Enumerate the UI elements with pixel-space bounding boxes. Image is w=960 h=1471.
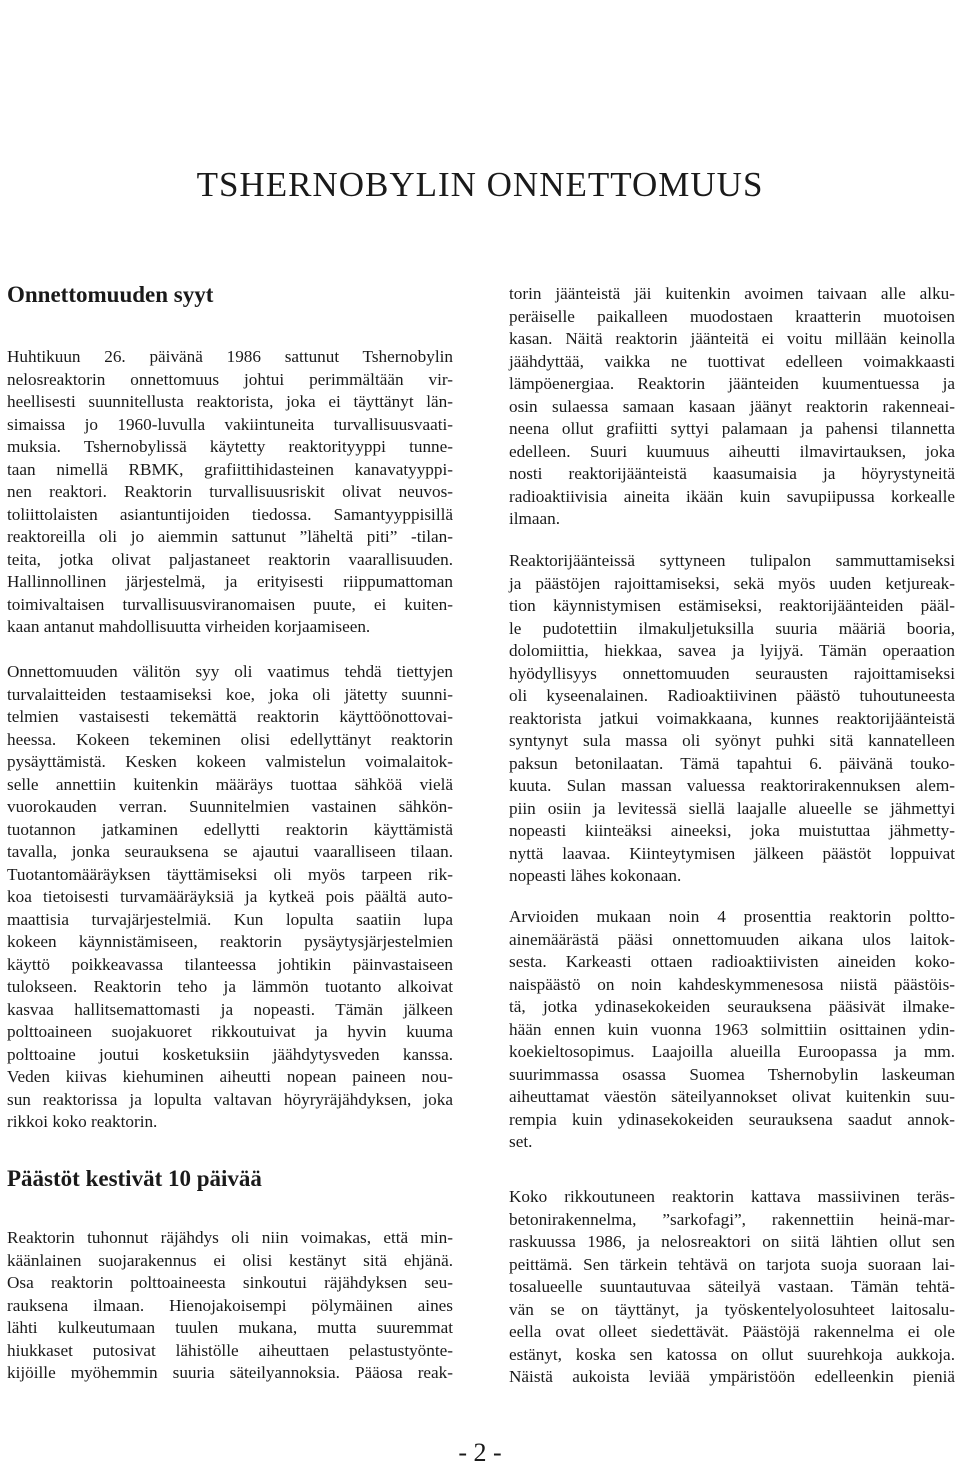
text-line: simaissa jo 1960-luvulla vakiintuneita turvallisuusvaati- xyxy=(7,414,453,434)
text-line: reaktoreilla oli jo aiemmin sattunut ”läheltä piti” -tilan- xyxy=(7,527,453,546)
section-heading: Päästöt kestivät 10 päivää xyxy=(7,1166,262,1191)
text-line: betonirakennelma, ”sarkofagi”, rakennettiin heinä-mar- xyxy=(509,1209,955,1229)
text-line: vän se on täyttänyt, ja työskentelyolosuhteet laitosalu- xyxy=(509,1299,955,1319)
text-line: neena ollut grafiitti syttyi palamaan ja pahensi tilannetta xyxy=(509,419,955,438)
text-line: kuuta. Sulan massan valuessa reaktorirakennuksen alem- xyxy=(509,776,955,795)
page-title: TSHERNOBYLIN ONNETTOMUUS xyxy=(196,165,764,204)
text-line: Tuotantomääräyksen täyttämiseksi oli myös tarpeen rik- xyxy=(7,864,453,884)
text-line: Reaktorin tuhonnut räjähdys oli niin voimakas, että min- xyxy=(7,1228,453,1247)
text-line: toimivaltaisen turvallisuusviranomaisen puute, ei kuiten- xyxy=(7,594,453,614)
paragraph xyxy=(509,1186,955,1389)
text-line: nosti reaktorijäänteistä kaasumaisia ja höyrystyneitä xyxy=(509,464,955,483)
text-line: kokeen käynnistämiseen, reaktorin pysäytysjärjestelmien xyxy=(7,932,453,951)
text-line: sun reaktorissa ja lopulta valtavan höyryräjähdyksen, joka xyxy=(7,1089,453,1109)
text-line: taan nimellä RBMK, grafiittihidasteinen kanavatyyppi- xyxy=(7,459,453,479)
text-line: hyödyllisyys onnettomuuden seurausten rajoittamiseksi xyxy=(509,663,955,683)
text-line: tä, jotka ydinasekokeiden seurauksena pääsivät ilmake- xyxy=(509,997,955,1016)
paragraph xyxy=(7,346,453,639)
text-line: naispäästö on noin kahdeskymmenesosa niistä päästöis- xyxy=(509,974,955,994)
paragraph xyxy=(509,283,955,531)
text-line: hiukkaset putosivat lähistölle aiheuttaen pelastustyönte- xyxy=(7,1340,453,1360)
text-line: ainemäärästä pääsi onnettomuuden aikana ulos laitok- xyxy=(509,929,955,949)
text-line: rauksena ilmaan. Hienojakoisempi pölymäinen aines xyxy=(7,1295,453,1315)
text-line: aiheuttamat väestön säteilyannokset olivat kuitenkin suu- xyxy=(509,1087,955,1106)
text-line: lämpöenergiaa. Reaktorin jäänteiden kuumentuessa ja xyxy=(509,374,955,393)
text-line: Arvioiden mukaan noin 4 prosenttia reaktorin poltto- xyxy=(509,907,955,926)
text-line: selle annettiin kuitenkin määräys tuottaa sähköä vielä xyxy=(7,774,453,794)
text-line: Hallinnollinen järjestelmä, ja erityisesti riippumattoman xyxy=(7,572,453,591)
text-line: reaktorista jatkui voimakkaana, kunnes reaktorijäänteistä xyxy=(509,708,955,728)
text-line: polttoaine joutui kosketuksiin jäähdytysveden kanssa. xyxy=(7,1044,453,1064)
text-line: peittämä. Sen tärkein tehtävä on tarjota suoja suoraan lai- xyxy=(509,1254,955,1274)
text-line: lähti kulkeutumaan tuulen mukana, mutta suuremmat xyxy=(7,1318,453,1337)
text-line: kijöille myöhemmin suuria säteilyannoksia. Pääosa reak- xyxy=(7,1363,453,1382)
text-line: kaan antanut mahdollisuutta virheiden korjaamiseen. xyxy=(7,617,371,636)
text-line: tion käynnistymisen estämiseksi, reaktorijäänteiden pääl- xyxy=(509,596,955,615)
text-line: nopeasti kiinteäksi aineeksi, joka muistuttaa jähmetty- xyxy=(509,821,955,840)
text-line: vuorokauden verran. Suunnitelmien vastainen sähkön- xyxy=(7,797,453,816)
text-line: rikkoi koko reaktorin. xyxy=(7,1112,158,1131)
text-line: hään ennen kuin vuonna 1963 solmittiin osittainen ydin- xyxy=(509,1019,955,1039)
text-line: Veden kiivas kiehuminen aiheutti nopean paineen nou- xyxy=(7,1067,453,1086)
text-line: pysäyttämistä. Kesken kokeen valmistelun voimalaitok- xyxy=(7,752,453,771)
paragraph xyxy=(509,550,955,888)
text-line: peräiselle paikalleen muodostaen kraatterin muotoisen xyxy=(509,306,955,326)
section-heading: Onnettomuuden syyt xyxy=(7,282,214,307)
text-line: radioaktiivisia aineita ikään kuin savupiipussa korkealle xyxy=(509,486,955,506)
text-line: nen reaktori. Reaktorin turvallisuusriskit olivat neuvos- xyxy=(7,482,453,501)
text-line: Huhtikuun 26. päivänä 1986 sattunut Tshernobylin xyxy=(7,347,453,366)
text-line: estänyt, koska sen katossa on ollut suurehkoja aukkoja. xyxy=(509,1344,955,1364)
text-line: nopeasti lähes kokonaan. xyxy=(509,866,682,885)
text-line: Reaktorijäänteissä syttyneen tulipalon sammuttamiseksi xyxy=(509,551,955,570)
text-line: set. xyxy=(509,1132,533,1151)
text-line: rempia kuin ydinasekokeiden seurauksena saadut annok- xyxy=(509,1109,955,1129)
paragraph xyxy=(509,906,955,1154)
text-line: osin sulaessa samaan kasaan jäänyt reaktorin rakenneai- xyxy=(509,396,955,416)
text-line: raskuussa 1986, ja nelosreaktori on siitä lähtien ollut sen xyxy=(509,1232,955,1251)
text-line: oli kyseenalainen. Radioaktiivinen päästö tuhoutuneesta xyxy=(509,686,955,705)
text-line: ja päästöjen rajoittamiseksi, sekä myös uuden ketjureak- xyxy=(509,573,955,593)
text-line: kasan. Näitä reaktorin jäänteitä ei voitu millään keinolla xyxy=(509,329,955,348)
text-line: turvalaitteiden testaamiseksi koe, joka oli jätetty suunni- xyxy=(7,684,453,704)
text-line: jäähdyttää, vaikka ne tuottivat edelleen voimakkaasti xyxy=(509,351,955,371)
text-line: suurimmassa osassa Suomea Tshernobylin laskeuman xyxy=(509,1064,955,1084)
text-line: paksun betonilaatan. Tämä tapahtui 6. päivänä touko- xyxy=(509,753,955,773)
text-line: ilmaan. xyxy=(509,509,561,528)
text-line: muksia. Tshernobylissä käytetty reaktorityyppi tunne- xyxy=(7,437,453,456)
text-line: eella ovat olleet siedettävät. Päästöjä rakennelma ei ole xyxy=(509,1322,955,1341)
text-line: Onnettomuuden välitön syy oli vaatimus tehdä tiettyjen xyxy=(7,662,453,681)
text-line: heessa. Kokeen tekeminen olisi edellyttänyt reaktorin xyxy=(7,729,453,749)
text-line: heellisesti suunnitellusta reaktorista, joka ei täyttänyt län- xyxy=(7,392,453,411)
text-line: telmien vastaisesti tekemättä reaktorin käyttöönottovai- xyxy=(7,707,453,726)
text-line: nyttä laavaa. Kiinteytymisen jälkeen päästöt loppuivat xyxy=(509,843,955,863)
text-line: koekieltosopimus. Laajoilla alueilla Euroopassa ja mm. xyxy=(509,1042,955,1061)
text-line: dolomiittia, hiekkaa, savea ja lyijyä. Tämän operaation xyxy=(509,641,955,660)
text-line: käyttö poikkeavassa tilanteessa johtikin päinvastaiseen xyxy=(7,954,453,974)
paragraph xyxy=(7,1227,453,1385)
text-line: le pudotettiin ilmakuljetuksilla suuria määriä booria, xyxy=(509,618,955,638)
text-line: koa tietoisesti turvamääräyksiä ja kytkeä pois päältä auto- xyxy=(7,887,453,906)
paragraph xyxy=(7,661,453,1134)
text-line: Näistä aukoista leviää ympäristöön edelleenkin pieniä xyxy=(509,1367,955,1386)
text-line: maattisia turvajärjestelmiä. Kun lopulta saatiin lupa xyxy=(7,909,453,929)
text-line: nelosreaktorin onnettomuus johtui perimmältään vir- xyxy=(7,369,453,389)
text-line: teita, jotka olivat paljastaneet reaktorin vaarallisuuden. xyxy=(7,549,453,569)
text-line: edelleen. Suuri kuumuus aiheutti ilmavirtauksen, joka xyxy=(509,441,955,461)
text-line: Osa reaktorin polttoaineesta sinkoutui räjähdyksen seu- xyxy=(7,1273,453,1292)
page-number: - 2 - xyxy=(458,1438,502,1467)
text-line: syntynyt sula massa oli syönyt puhki sitä kannatelleen xyxy=(509,731,955,750)
text-line: tosalueelle suuntautuvaa säteilyä vastaan. Tämän tehtä- xyxy=(509,1277,955,1296)
text-line: tulokseen. Reaktorin teho ja lämmön tuotanto alkoivat xyxy=(7,977,453,996)
text-line: polttoaineen suojakuoret rikkoutuivat ja hyvin kuuma xyxy=(7,1022,453,1041)
text-line: käänlainen suojarakennus ei olisi kestänyt sitä ehjänä. xyxy=(7,1250,453,1270)
text-line: tavalla, jonka seurauksena se ajautui vaaralliseen tilaan. xyxy=(7,842,453,861)
text-line: kasvaa hallitsemattomasti ja nopeasti. Tämän jälkeen xyxy=(7,999,453,1019)
text-line: piin osiin ja levitessä siellä laajalle alueelle se jähmettyi xyxy=(509,798,955,818)
text-line: toliittolaisten asiantuntijoiden tiedossa. Samantyyppisillä xyxy=(7,504,453,524)
text-line: torin jäänteistä jäi kuitenkin avoimen taivaan alle alku- xyxy=(509,284,955,303)
text-line: tuotannon jatkaminen edellytti reaktorin käyttämistä xyxy=(7,819,453,839)
text-line: sesta. Karkeasti ottaen radioaktiivisten aineiden koko- xyxy=(509,952,955,971)
text-line: Koko rikkoutuneen reaktorin kattava massiivinen teräs- xyxy=(509,1187,955,1206)
